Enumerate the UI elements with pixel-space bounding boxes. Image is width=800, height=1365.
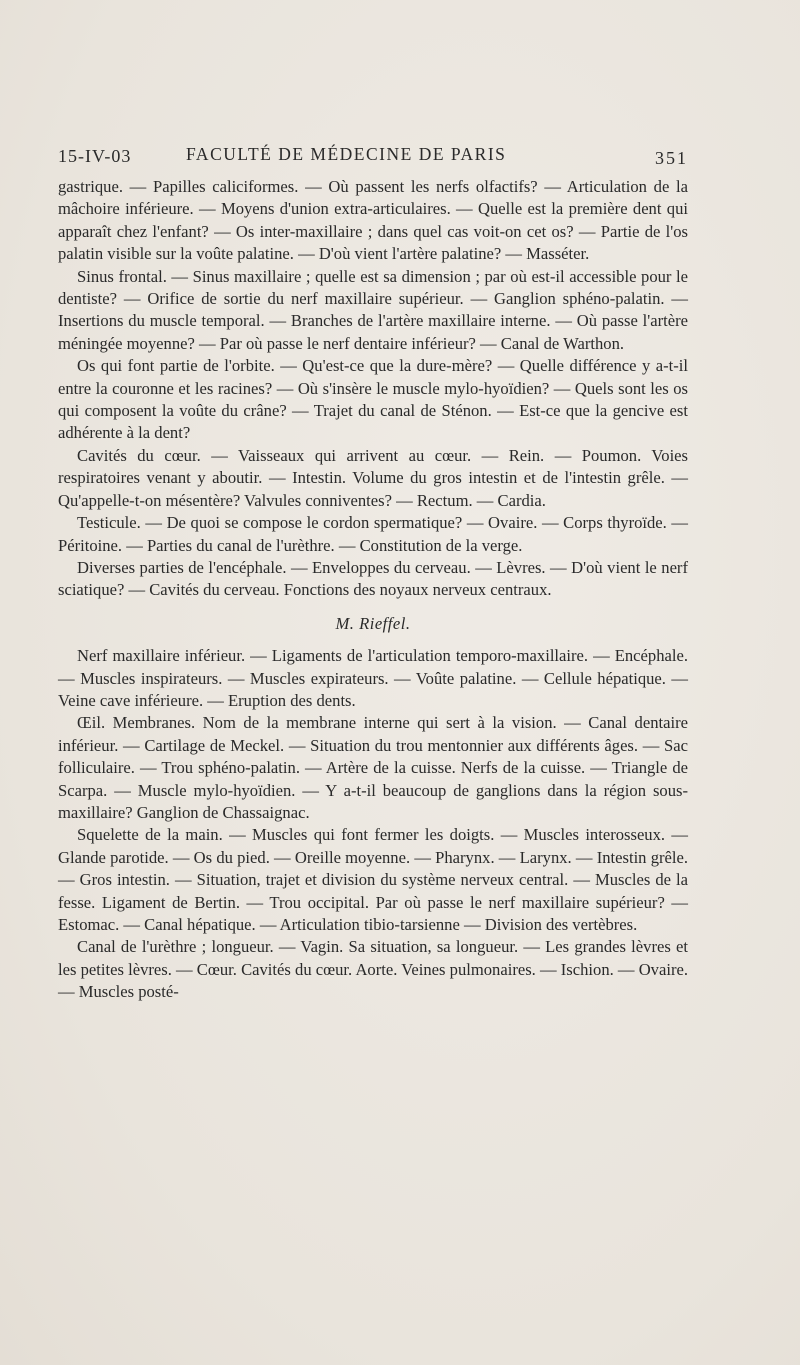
paragraph: gastrique. — Papilles caliciformes. — Où passent les nerfs olfactifs? — Articulation de la mâchoire inférieure. — Moyens d'union extra-articulaires. — Quelle est la première dent qui apparaît chez l'enfant? — Os inter-maxillaire ; dans quel cas voit-on cet os? — Partie de l'os palatin visible sur la voûte palatine. — D'où vient l'artère palatine? — Masséter. bbox=[58, 177, 688, 264]
examiner-heading: M. Rieffel. bbox=[335, 613, 411, 633]
page-number: 351 bbox=[655, 148, 688, 168]
paragraph: Nerf maxillaire inférieur. — Ligaments de l'articulation temporo-maxillaire. — Encéphale. — Muscles inspirateurs. — Muscles expirateurs. — Voûte palatine. — Cellule hépatique. — Veine cave inférieure. — Eruption des dents. bbox=[58, 646, 688, 710]
paragraph: Œil. Membranes. Nom de la membrane interne qui sert à la vision. — Canal dentaire inférieur. — Cartilage de Meckel. — Situation du trou mentonnier aux différents âges. — Sac folliculaire. — Trou sphéno-palatin. — Artère de la cuisse. Nerfs de la cuisse. — Triangle de Scarpa. — Muscle mylo-hyoïdien. — Y a-t-il beaucoup de ganglions dans la région sous-maxillaire? Ganglion de Chassaignac. bbox=[58, 713, 688, 822]
paragraph: Squelette de la main. — Muscles qui font fermer les doigts. — Muscles interosseux. — Glande parotide. — Os du pied. — Oreille moyenne. — Pharynx. — Larynx. — Intestin grêle. — Gros intestin. — Situation, trajet et division du système nerveux central. — Muscles de la fesse. Ligament de Bertin. — Trou occipital. Par où passe le nerf maxillaire supérieur? — Estomac. — Canal hépatique. — Articulation tibio-tarsienne — Division des vertèbres. bbox=[58, 825, 688, 934]
header-title: FACULTÉ DE MÉDECINE DE PARIS bbox=[186, 144, 507, 164]
paragraph: Sinus frontal. — Sinus maxillaire ; quelle est sa dimension ; par où est-il accessible pour le dentiste? — Orifice de sortie du nerf maxillaire supérieur. — Ganglion sphéno-palatin. — Insertions du muscle temporal. — Branches de l'artère maxillaire interne. — Où passe l'artère méningée moyenne? — Par où passe le nerf dentaire inférieur? — Canal de Warthon. bbox=[58, 266, 688, 353]
body-text bbox=[58, 176, 688, 1004]
paragraph: Os qui font partie de l'orbite. — Qu'est-ce que la dure-mère? — Quelle différence y a-t-il entre la couronne et les racines? — Où s'insère le muscle mylo-hyoïdien? — Quels sont les os qui composent la voûte du crâne? — Trajet du canal de Sténon. — Est-ce que la gencive est adhérente à la dent? bbox=[58, 356, 688, 443]
paragraph: Canal de l'urèthre ; longueur. — Vagin. Sa situation, sa longueur. — Les grandes lèvres et les petites lèvres. — Cœur. Cavités du cœur. Aorte. Veines pulmonaires. — Ischion. — Ovaire. — Muscles posté- bbox=[58, 937, 688, 1002]
paragraph: Diverses parties de l'encéphale. — Enveloppes du cerveau. — Lèvres. — D'où vient le nerf sciatique? — Cavités du cerveau. Fonctions des noyaux nerveux centraux. bbox=[58, 557, 688, 600]
header-date: 15-IV-03 bbox=[58, 146, 132, 166]
paragraph: Cavités du cœur. — Vaisseaux qui arrivent au cœur. — Rein. — Poumon. Voies respiratoires venant y aboutir. — Intestin. Volume du gros intestin et de l'intestin grêle. — Qu'appelle-t-on mésentère? Valvules conniventes? — Rectum. — Cardia. bbox=[58, 445, 688, 510]
paragraph: Testicule. — De quoi se compose le cordon spermatique? — Ovaire. — Corps thyroïde. — Péritoine. — Parties du canal de l'urèthre. — Constitution de la verge. bbox=[58, 513, 688, 555]
running-header bbox=[58, 142, 688, 172]
